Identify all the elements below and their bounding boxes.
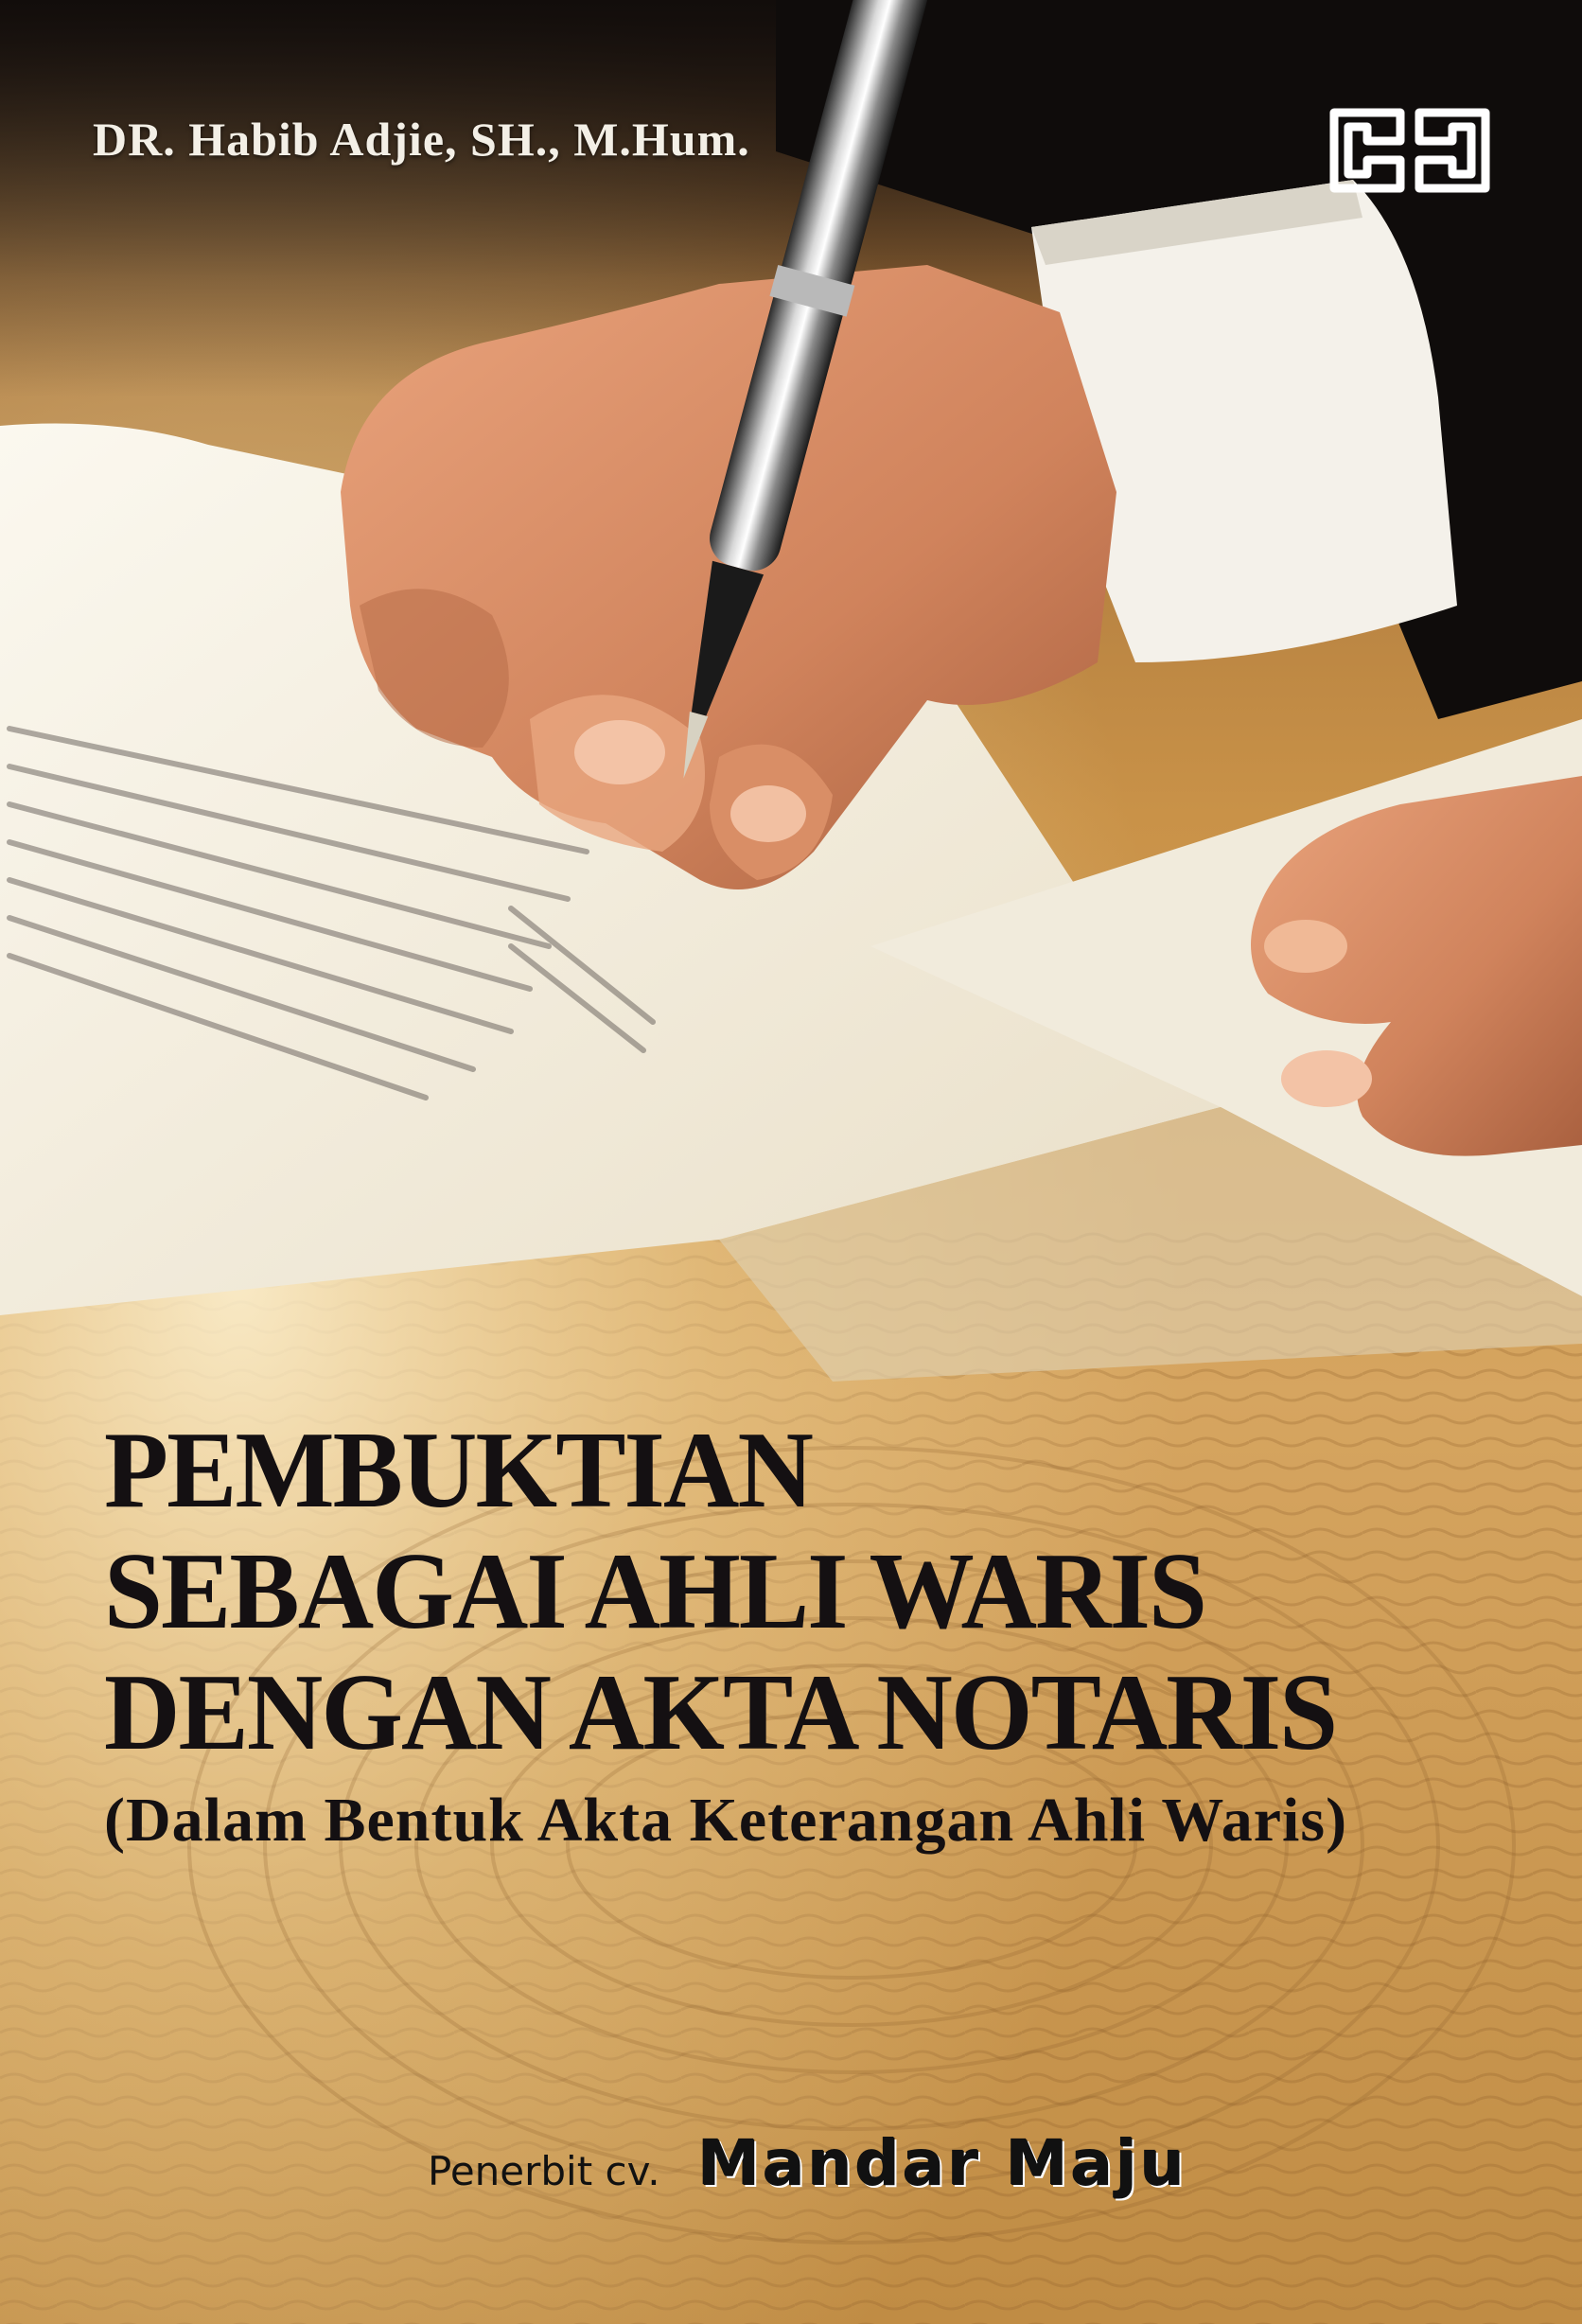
title-line-2: SEBAGAI AHLI WARIS — [104, 1531, 1206, 1652]
subtitle: (Dalam Bentuk Akta Keterangan Ahli Waris) — [104, 1786, 1348, 1855]
title-block — [104, 1410, 1542, 1858]
publisher — [428, 2127, 1279, 2212]
title-line-1: PEMBUKTIAN — [104, 1410, 812, 1531]
title-line-3: DENGAN AKTA NOTARIS — [104, 1652, 1337, 1773]
publisher-name: Mandar Maju — [697, 2127, 1187, 2200]
publisher-prefix: Penerbit cv. — [428, 2148, 660, 2194]
publisher-logo-icon — [1325, 98, 1495, 202]
author-name: DR. Habib Adjie, SH., M.Hum. — [93, 113, 750, 166]
